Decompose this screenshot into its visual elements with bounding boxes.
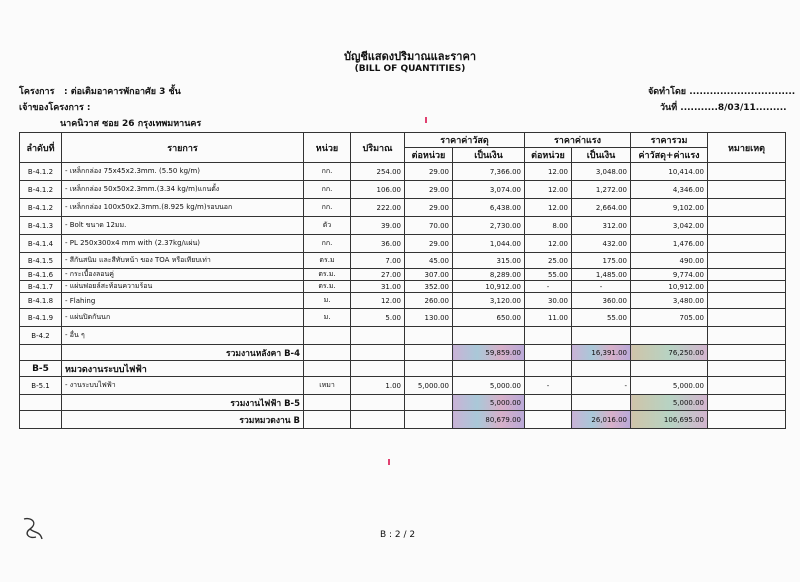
subtotal-row-b4 — [20, 345, 786, 361]
item-material-unit: 352.00 — [405, 281, 453, 293]
table-row — [20, 269, 786, 281]
item-remarks — [708, 309, 786, 327]
owner-label: เจ้าของโครงการ : — [19, 103, 91, 113]
item-no: B-4.1.7 — [20, 281, 62, 293]
item-material-unit: 45.00 — [405, 253, 453, 269]
location-text: นาคนิวาส ซอย 26 กรุงเทพมหานคร — [60, 119, 202, 129]
item-description: - กระเบื้องลอนคู่ — [62, 269, 304, 281]
item-quantity: 39.00 — [351, 217, 405, 235]
item-description: - แผ่นฟอยล์สะท้อนความร้อน — [62, 281, 304, 293]
item-material-amount: 3,120.00 — [453, 293, 525, 309]
subtotal-b4-label: รวมงานหลังคา B-4 — [62, 345, 304, 361]
item-quantity: 7.00 — [351, 253, 405, 269]
item-total: 3,042.00 — [631, 217, 708, 235]
item-material-unit: 29.00 — [405, 181, 453, 199]
item-description: - งานระบบไฟฟ้า — [62, 377, 304, 395]
item-material-unit: 260.00 — [405, 293, 453, 309]
blank-cell — [708, 395, 786, 411]
blank-cell — [708, 345, 786, 361]
item-material-unit: 29.00 — [405, 199, 453, 217]
item-labor-unit: 55.00 — [525, 269, 572, 281]
item-labor-unit: 8.00 — [525, 217, 572, 235]
project-value: : ต่อเติมอาคารพักอาศัย 3 ชั้น — [64, 87, 181, 97]
blank-cell — [405, 395, 453, 411]
item-material-amount: 5,000.00 — [453, 377, 525, 395]
blank-cell — [525, 345, 572, 361]
item-remarks — [708, 327, 786, 345]
blank-cell — [304, 361, 351, 377]
item-unit: ตัว — [304, 217, 351, 235]
bill-of-quantities-table — [19, 132, 786, 429]
item-quantity: 106.00 — [351, 181, 405, 199]
item-remarks — [708, 217, 786, 235]
blank-cell — [572, 361, 631, 377]
item-labor-unit: 12.00 — [525, 199, 572, 217]
item-unit: กก. — [304, 235, 351, 253]
item-total: 9,774.00 — [631, 269, 708, 281]
item-material-unit: 70.00 — [405, 217, 453, 235]
item-labor-unit: 12.00 — [525, 181, 572, 199]
header-quantity: ปริมาณ — [351, 133, 405, 163]
document-subtitle: (BILL OF QUANTITIES) — [354, 64, 466, 74]
item-unit: ม. — [304, 293, 351, 309]
subtotal-b4-material: 59,859.00 — [453, 345, 525, 361]
item-material-unit: 29.00 — [405, 235, 453, 253]
item-description: - เหล็กกล่อง 50x50x2.3mm.(3.34 kg/m)แกนตั้ง — [62, 181, 304, 199]
item-material-amount: 6,438.00 — [453, 199, 525, 217]
item-labor-amount: 432.00 — [572, 235, 631, 253]
item-no: B-4.1.6 — [20, 269, 62, 281]
item-unit: กก. — [304, 199, 351, 217]
subtotal-b5-material: 5,000.00 — [453, 395, 525, 411]
item-quantity: 31.00 — [351, 281, 405, 293]
header-material-per-unit: ต่อหน่วย — [405, 148, 453, 163]
item-quantity: 5.00 — [351, 309, 405, 327]
item-total: 10,414.00 — [631, 163, 708, 181]
blank-cell — [351, 361, 405, 377]
item-no: B-4.1.9 — [20, 309, 62, 327]
item-unit: ตร.ม — [304, 253, 351, 269]
blank-cell — [405, 411, 453, 429]
item-remarks — [708, 181, 786, 199]
item-labor-amount: 2,664.00 — [572, 199, 631, 217]
table-row — [20, 235, 786, 253]
item-no: B-4.1.2 — [20, 181, 62, 199]
item-remarks — [708, 281, 786, 293]
table-row — [20, 217, 786, 235]
item-unit: กก. — [304, 181, 351, 199]
ink-speck — [425, 117, 427, 123]
item-quantity: 1.00 — [351, 377, 405, 395]
header-item-no: ลำดับที่ — [20, 133, 62, 163]
item-quantity: 222.00 — [351, 199, 405, 217]
item-remarks — [708, 253, 786, 269]
total-b-labor: 26,016.00 — [572, 411, 631, 429]
item-labor-unit: - — [525, 377, 572, 395]
total-row-b — [20, 411, 786, 429]
item-material-amount: 315.00 — [453, 253, 525, 269]
item-material-amount — [453, 327, 525, 345]
item-remarks — [708, 377, 786, 395]
item-labor-amount: 312.00 — [572, 217, 631, 235]
item-labor-amount: - — [572, 281, 631, 293]
item-labor-amount: 1,485.00 — [572, 269, 631, 281]
blank-cell — [572, 395, 631, 411]
date-field: วันที่ ...........8/03/11......... — [660, 103, 787, 113]
item-material-unit: 5,000.00 — [405, 377, 453, 395]
table-row — [20, 181, 786, 199]
total-b-grand: 106,695.00 — [631, 411, 708, 429]
item-description: - อื่น ๆ — [62, 327, 304, 345]
header-remarks: หมายเหตุ — [708, 133, 786, 163]
header-labor-price: ราคาค่าแรง — [525, 133, 631, 148]
blank-cell — [351, 345, 405, 361]
section-b5-title: หมวดงานระบบไฟฟ้า — [62, 361, 304, 377]
item-labor-unit: 25.00 — [525, 253, 572, 269]
blank-cell — [631, 361, 708, 377]
ink-speck — [388, 459, 390, 465]
item-no: B-4.1.3 — [20, 217, 62, 235]
item-material-amount: 2,730.00 — [453, 217, 525, 235]
subtotal-b5-label: รวมงานไฟฟ้า B-5 — [62, 395, 304, 411]
table-row — [20, 253, 786, 269]
item-labor-unit: - — [525, 281, 572, 293]
item-unit — [304, 327, 351, 345]
item-total: 1,476.00 — [631, 235, 708, 253]
item-total: 490.00 — [631, 253, 708, 269]
section-row-b5 — [20, 361, 786, 377]
item-labor-amount: 175.00 — [572, 253, 631, 269]
table-row — [20, 293, 786, 309]
item-description: - สีกันสนิม และสีทับหน้า ของ TOA หรือเทียบเท่า — [62, 253, 304, 269]
table-row — [20, 163, 786, 181]
header-total-price: ราคารวม — [631, 133, 708, 148]
item-unit: เหมา — [304, 377, 351, 395]
blank-cell — [405, 345, 453, 361]
item-material-amount: 650.00 — [453, 309, 525, 327]
blank-cell — [405, 361, 453, 377]
blank-cell — [525, 395, 572, 411]
item-material-amount: 8,289.00 — [453, 269, 525, 281]
item-material-amount: 7,366.00 — [453, 163, 525, 181]
blank-cell — [20, 345, 62, 361]
document-title: บัญชีแสดงปริมาณและราคา — [343, 50, 477, 63]
item-no: B-4.1.8 — [20, 293, 62, 309]
blank-cell — [20, 395, 62, 411]
subtotal-b4-total: 76,250.00 — [631, 345, 708, 361]
item-labor-unit — [525, 327, 572, 345]
item-no: B-4.1.5 — [20, 253, 62, 269]
item-material-unit — [405, 327, 453, 345]
table-row — [20, 199, 786, 217]
item-description: - เหล็กกล่อง 75x45x2.3mm. (5.50 kg/m) — [62, 163, 304, 181]
item-labor-amount: 1,272.00 — [572, 181, 631, 199]
item-labor-unit: 12.00 — [525, 163, 572, 181]
item-description: - Bolt ขนาด 12มม. — [62, 217, 304, 235]
blank-cell — [351, 395, 405, 411]
item-remarks — [708, 163, 786, 181]
item-total: 3,480.00 — [631, 293, 708, 309]
section-b5-no: B-5 — [20, 361, 62, 377]
item-quantity: 36.00 — [351, 235, 405, 253]
item-no: B-5.1 — [20, 377, 62, 395]
header-labor-amount: เป็นเงิน — [572, 148, 631, 163]
table-row — [20, 281, 786, 293]
item-labor-unit: 11.00 — [525, 309, 572, 327]
item-description: - PL 250x300x4 mm with (2.37kg/แผ่น) — [62, 235, 304, 253]
blank-cell — [304, 411, 351, 429]
header-row-1 — [20, 133, 786, 148]
item-material-unit: 29.00 — [405, 163, 453, 181]
item-labor-amount: 360.00 — [572, 293, 631, 309]
header-unit: หน่วย — [304, 133, 351, 163]
prepared-by: จัดทำโดย ............................... — [648, 87, 796, 97]
header-material-plus-labor: ค่าวัสดุ+ค่าแรง — [631, 148, 708, 163]
item-total: 5,000.00 — [631, 377, 708, 395]
item-labor-unit: 30.00 — [525, 293, 572, 309]
item-unit: กก. — [304, 163, 351, 181]
item-quantity: 12.00 — [351, 293, 405, 309]
subtotal-b5-total: 5,000.00 — [631, 395, 708, 411]
item-total: 10,912.00 — [631, 281, 708, 293]
total-b-material: 80,679.00 — [453, 411, 525, 429]
item-labor-amount: - — [572, 377, 631, 395]
item-material-amount: 1,044.00 — [453, 235, 525, 253]
subtotal-row-b5 — [20, 395, 786, 411]
item-labor-amount: 3,048.00 — [572, 163, 631, 181]
item-no: B-4.2 — [20, 327, 62, 345]
item-unit: ตร.ม. — [304, 281, 351, 293]
item-description: - แผ่นปิดกันนก — [62, 309, 304, 327]
item-material-amount: 10,912.00 — [453, 281, 525, 293]
subtotal-b4-labor: 16,391.00 — [572, 345, 631, 361]
item-total: 4,346.00 — [631, 181, 708, 199]
header-labor-per-unit: ต่อหน่วย — [525, 148, 572, 163]
item-quantity: 254.00 — [351, 163, 405, 181]
item-quantity: 27.00 — [351, 269, 405, 281]
blank-cell — [304, 395, 351, 411]
item-description: - Flahing — [62, 293, 304, 309]
blank-cell — [525, 411, 572, 429]
item-no: B-4.1.2 — [20, 199, 62, 217]
table-row — [20, 377, 786, 395]
item-unit: ม. — [304, 309, 351, 327]
blank-cell — [351, 411, 405, 429]
item-remarks — [708, 235, 786, 253]
item-total — [631, 327, 708, 345]
item-remarks — [708, 269, 786, 281]
item-material-amount: 3,074.00 — [453, 181, 525, 199]
header-material-amount: เป็นเงิน — [453, 148, 525, 163]
blank-cell — [708, 411, 786, 429]
total-b-label: รวมหมวดงาน B — [62, 411, 304, 429]
item-total: 705.00 — [631, 309, 708, 327]
table-row — [20, 309, 786, 327]
blank-cell — [708, 361, 786, 377]
blank-cell — [525, 361, 572, 377]
item-labor-amount: 55.00 — [572, 309, 631, 327]
item-material-unit: 307.00 — [405, 269, 453, 281]
item-material-unit: 130.00 — [405, 309, 453, 327]
item-total: 9,102.00 — [631, 199, 708, 217]
blank-cell — [304, 345, 351, 361]
item-description: - เหล็กกล่อง 100x50x2.3mm.(8.925 kg/m)รอบนอก — [62, 199, 304, 217]
blank-cell — [20, 411, 62, 429]
item-unit: ตร.ม. — [304, 269, 351, 281]
item-remarks — [708, 199, 786, 217]
item-no: B-4.1.4 — [20, 235, 62, 253]
signature — [18, 515, 48, 549]
item-quantity — [351, 327, 405, 345]
table-row — [20, 327, 786, 345]
item-remarks — [708, 293, 786, 309]
page-number: B : 2 / 2 — [380, 530, 416, 540]
item-labor-unit: 12.00 — [525, 235, 572, 253]
header-description: รายการ — [62, 133, 304, 163]
item-no: B-4.1.2 — [20, 163, 62, 181]
item-labor-amount — [572, 327, 631, 345]
blank-cell — [453, 361, 525, 377]
project-label: โครงการ — [19, 87, 55, 97]
header-material-price: ราคาค่าวัสดุ — [405, 133, 525, 148]
